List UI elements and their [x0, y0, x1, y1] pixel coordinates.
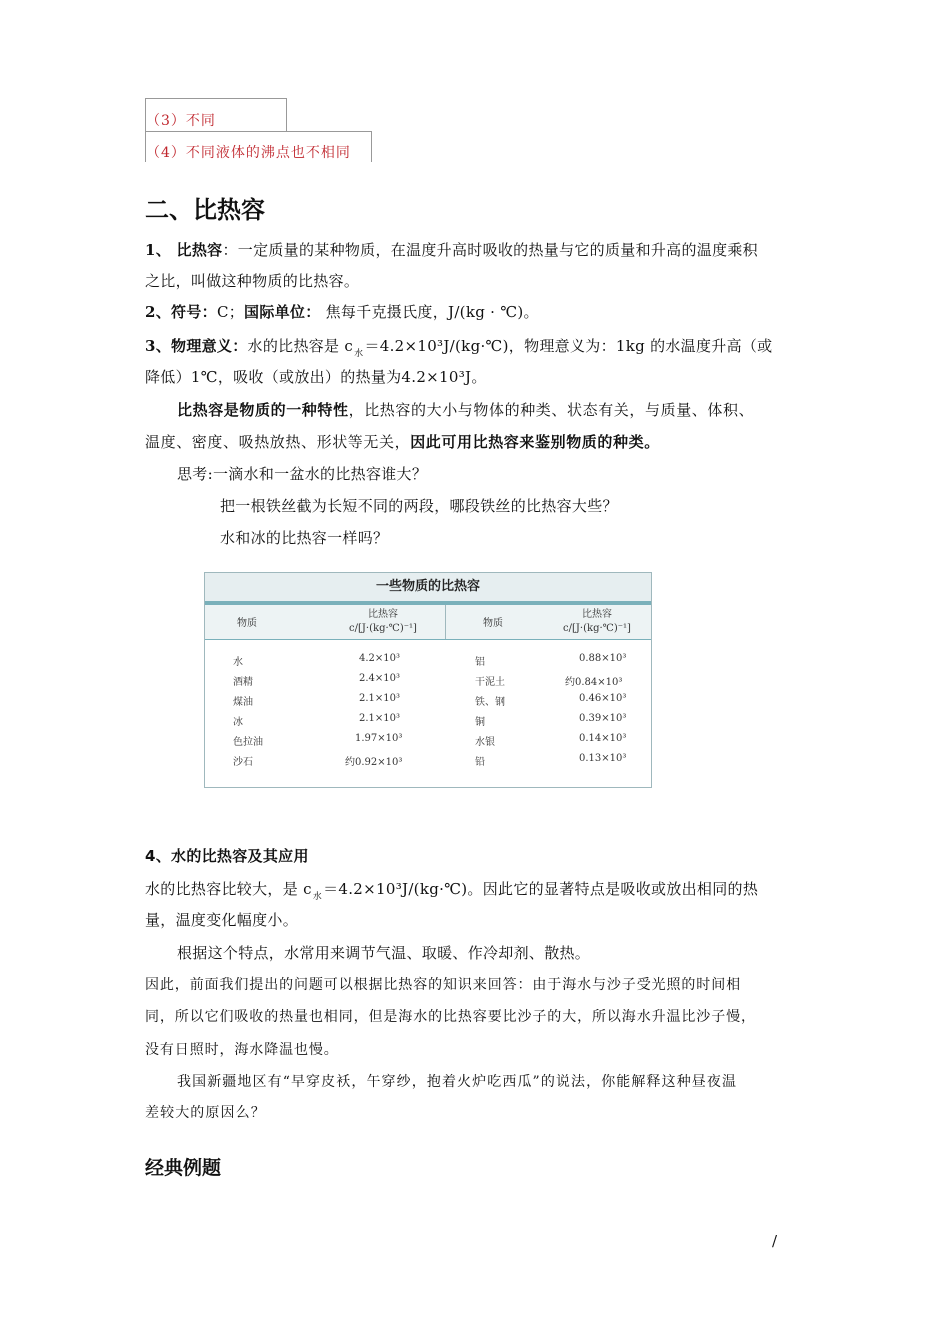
water-line-6: 没有日照时，海水降温也慢。	[145, 1042, 339, 1058]
table-row-4-substance-b: 铜	[475, 717, 485, 728]
table-row-6-substance-a: 沙石	[233, 757, 253, 768]
meaning-text-a: 水的比热容是 c	[247, 337, 354, 355]
table-line-top	[145, 98, 286, 99]
table-row-6-value-a: 约0.92×10³	[345, 757, 403, 768]
definition-text-a: ：一定质量的某种物质，在温度升高时吸收的热量与它的质量和升高的温度乘积	[222, 241, 758, 259]
table-row-1-substance-b: 铝	[475, 657, 485, 668]
red-item-4: （4）不同液体的沸点也不相同	[146, 145, 351, 161]
water-line-1-sub: 水	[312, 892, 323, 902]
meaning-text-b: ＝4.2×10³J/(kg·℃)，物理意义为：1kg 的水温度升高（或	[364, 337, 773, 355]
definition-label: 1、 比热容	[145, 241, 223, 259]
table-row-2-value-a: 2.4×10³	[359, 673, 401, 684]
header-substance-2: 物质	[483, 618, 503, 629]
water-line-1-a: 水的比热容比较大，是 c	[145, 880, 312, 898]
water-line-7: 我国新疆地区有“早穿皮袄，午穿纱，抱着火炉吃西瓜”的说法，你能解释这种昼夜温	[177, 1074, 738, 1090]
think-question-1: 思考:一滴水和一盆水的比热容谁大？	[177, 465, 428, 483]
header-heat-2-unit: c/[J·(kg·℃)⁻¹]	[563, 623, 631, 634]
table-row-2-substance-b: 干泥土	[475, 677, 505, 688]
table-row-3-value-b: 0.46×10³	[579, 693, 627, 704]
property-text-a: ，比热容的大小与物体的种类、状态有关，与质量、体积、	[348, 401, 755, 419]
header-heat-1-unit: c/[J·(kg·℃)⁻¹]	[349, 623, 417, 634]
property-text-b: 温度、密度、吸热放热、形状等无关，	[145, 433, 411, 451]
property-line-1	[177, 399, 754, 420]
meaning-label: 3、物理意义：	[145, 337, 248, 355]
table-line-right1	[286, 98, 287, 131]
table-row-6-value-b: 0.13×10³	[579, 753, 627, 764]
table-row-1-substance-a: 水	[233, 657, 243, 668]
symbol-line	[145, 301, 539, 322]
section-title: 二、比热容	[145, 196, 265, 224]
examples-title: 经典例题	[145, 1157, 222, 1179]
meaning-line-2: 降低）1℃，吸收（或放出）的热量为4.2×10³J。	[145, 368, 487, 386]
table-row-5-value-a: 1.97×10³	[355, 733, 403, 744]
table-row-4-substance-a: 冰	[233, 717, 243, 728]
definition-line-2: 之比，叫做这种物质的比热容。	[145, 272, 360, 290]
table-header-divider	[445, 605, 446, 639]
water-line-8: 差较大的原因么？	[145, 1105, 266, 1121]
table-row-5-substance-a: 色拉油	[233, 737, 263, 748]
specific-heat-table	[204, 572, 652, 788]
definition-line-1	[145, 239, 758, 260]
water-line-1-b: ＝4.2×10³J/(kg·℃)。因此它的显著特点是吸收或放出相同的热	[323, 880, 759, 898]
water-line-3: 根据这个特点，水常用来调节气温、取暖、作冷却剂、散热。	[177, 944, 591, 962]
table-row-3-substance-a: 煤油	[233, 697, 253, 708]
water-line-2: 量，温度变化幅度小。	[145, 911, 299, 929]
table-row-1-value-b: 0.88×10³	[579, 653, 627, 664]
water-line-5: 同，所以它们吸收的热量也相同，但是海水的比热容要比沙子的大，所以海水升温比沙子慢，	[145, 1009, 756, 1025]
table-header-rule	[205, 639, 651, 640]
meaning-subscript: 水	[354, 349, 364, 359]
water-section-title: 4、水的比热容及其应用	[145, 847, 309, 865]
table-row-4-value-a: 2.1×10³	[359, 713, 401, 724]
table-row-6-substance-b: 铅	[475, 757, 485, 768]
think-question-2: 把一根铁丝截为长短不同的两段，哪段铁丝的比热容大些？	[220, 497, 618, 515]
header-substance-1: 物质	[237, 618, 257, 629]
table-title: 一些物质的比热容	[205, 573, 651, 601]
table-row-1-value-a: 4.2×10³	[359, 653, 401, 664]
table-row-5-substance-b: 水银	[475, 737, 495, 748]
symbol-value: C；	[216, 303, 245, 321]
header-heat-2-label: 比热容	[582, 609, 612, 620]
property-line-2	[145, 431, 660, 452]
unit-text: 焦每千克摄氏度，J/(kg · ℃)。	[320, 303, 539, 321]
property-bold-a: 比热容是物质的一种特性	[177, 401, 349, 419]
page-mark: /	[772, 1232, 778, 1250]
unit-label: 国际单位：	[244, 303, 321, 321]
table-line-right2	[371, 131, 372, 162]
table-row-5-value-b: 0.14×10³	[579, 733, 627, 744]
red-item-3: （3）不同	[146, 113, 216, 129]
header-heat-1	[333, 608, 433, 636]
table-row-2-value-b: 约0.84×10³	[565, 677, 623, 688]
header-heat-1-label: 比热容	[368, 609, 398, 620]
water-line-4: 因此，前面我们提出的问题可以根据比热容的知识来回答：由于海水与沙子受光照的时间相	[145, 977, 741, 993]
table-line-mid	[145, 131, 371, 132]
water-line-1	[145, 878, 758, 902]
think-question-3: 水和冰的比热容一样吗？	[220, 529, 389, 547]
table-row-3-value-a: 2.1×10³	[359, 693, 401, 704]
property-bold-b: 因此可用比热容来鉴别物质的种类。	[410, 433, 660, 451]
symbol-label: 2、符号：	[145, 303, 217, 321]
table-row-3-substance-b: 铁、钢	[475, 697, 505, 708]
meaning-line-1	[145, 335, 772, 359]
table-row-2-substance-a: 酒精	[233, 677, 253, 688]
header-heat-2	[547, 608, 647, 636]
table-row-4-value-b: 0.39×10³	[579, 713, 627, 724]
